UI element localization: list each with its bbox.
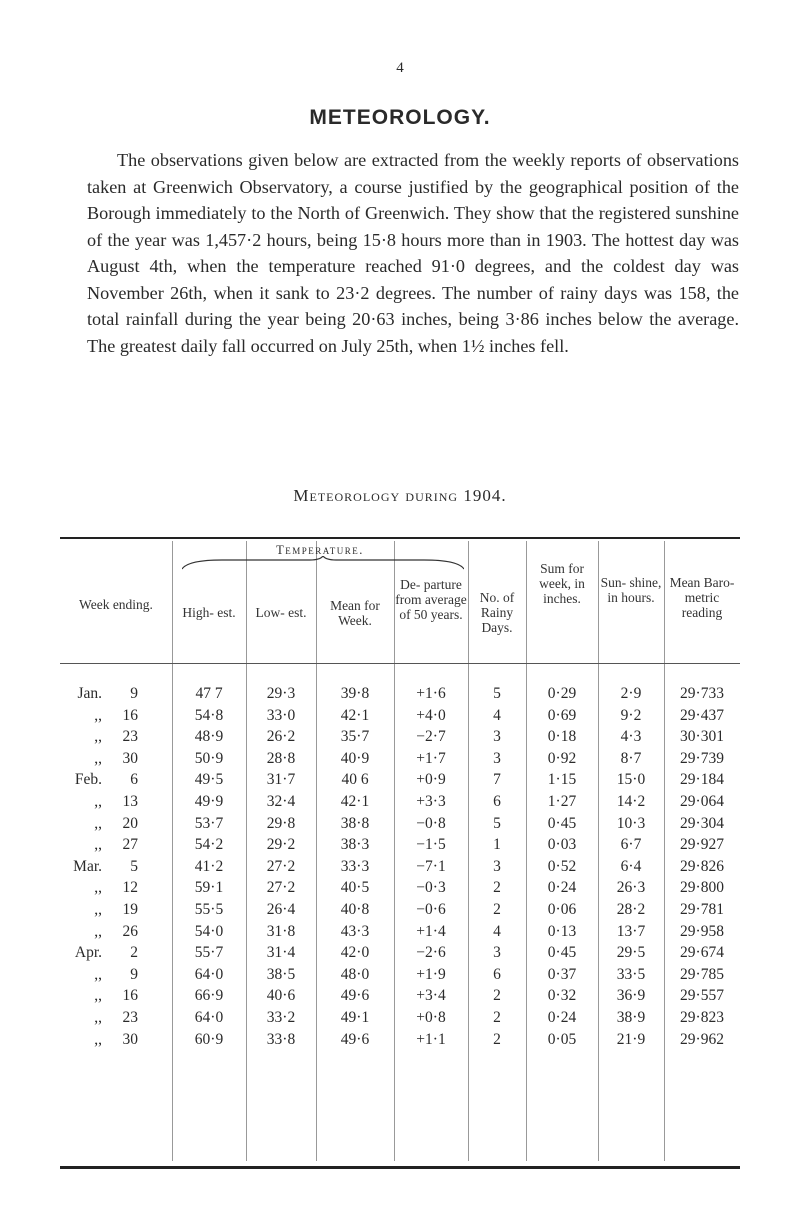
header-mean: Mean for Week. xyxy=(330,598,380,628)
barometric-cell: 29·304 xyxy=(680,814,724,832)
week-ending-cell xyxy=(60,942,172,964)
mean-cell: 49·1 xyxy=(340,1008,370,1026)
rain-sum-cell: 0·37 xyxy=(547,965,577,983)
table-row xyxy=(60,1029,740,1051)
week-ending-cell xyxy=(60,769,172,791)
week-ending-cell xyxy=(60,726,172,748)
lowest-cell: 31·4 xyxy=(266,944,296,962)
week-month: Apr. xyxy=(74,944,102,962)
mean-cell: 49·6 xyxy=(340,1030,370,1048)
week-day: 26 xyxy=(122,922,138,940)
lowest-cell: 26·4 xyxy=(266,900,296,918)
rainy-days-cell: 6 xyxy=(493,792,501,810)
rainy-days-cell: 3 xyxy=(493,857,501,875)
mean-cell: 33·3 xyxy=(340,857,370,875)
highest-cell: 50·9 xyxy=(194,749,224,767)
sunshine-cell: 26·3 xyxy=(616,879,646,897)
header-rain-sum: Sum for week, in inches. xyxy=(539,561,585,606)
barometric-cell: 29·437 xyxy=(680,706,724,724)
departure-cell: +1·7 xyxy=(416,749,446,767)
sunshine-cell: 38·9 xyxy=(616,1008,646,1026)
highest-cell: 54·8 xyxy=(194,706,224,724)
rain-sum-cell: 0·03 xyxy=(547,836,577,854)
highest-cell: 49·9 xyxy=(194,792,224,810)
mean-cell: 38·3 xyxy=(340,836,370,854)
departure-cell: +1·1 xyxy=(416,1030,446,1048)
week-day: 5 xyxy=(130,857,138,875)
departure-cell: −0·3 xyxy=(416,879,446,897)
mean-cell: 42·1 xyxy=(340,792,370,810)
lowest-cell: 29·8 xyxy=(266,814,296,832)
sunshine-cell: 2·9 xyxy=(620,685,642,702)
mean-cell: 40 6 xyxy=(341,771,369,789)
barometric-cell: 29·064 xyxy=(680,792,724,810)
week-month: ,, xyxy=(94,792,102,810)
table-row xyxy=(60,683,740,705)
mean-cell: 35·7 xyxy=(340,728,370,746)
rainy-days-cell: 3 xyxy=(493,944,501,962)
departure-cell: −0·8 xyxy=(416,814,446,832)
table-row xyxy=(60,834,740,856)
departure-cell: +0·9 xyxy=(416,771,446,789)
rainy-days-cell: 7 xyxy=(493,771,501,789)
table-body xyxy=(60,683,740,1050)
rainy-days-cell: 3 xyxy=(493,728,501,746)
rainy-days-cell: 2 xyxy=(493,1030,501,1048)
barometric-cell: 29·674 xyxy=(680,944,724,962)
rain-sum-cell: 0·24 xyxy=(547,879,577,897)
barometric-cell: 30·301 xyxy=(680,728,724,746)
highest-cell: 66·9 xyxy=(194,987,224,1005)
table-row xyxy=(60,921,740,943)
week-day: 27 xyxy=(122,836,138,854)
week-month: ,, xyxy=(94,749,102,767)
header-rule xyxy=(60,663,740,664)
week-month: ,, xyxy=(94,706,102,724)
departure-cell: −1·5 xyxy=(416,836,446,854)
header-lowest: Low- est. xyxy=(255,605,307,620)
barometric-cell: 29·557 xyxy=(680,987,724,1005)
table-row xyxy=(60,813,740,835)
rain-sum-cell: 1·27 xyxy=(547,792,577,810)
week-month: ,, xyxy=(94,987,102,1005)
week-month: Mar. xyxy=(73,857,102,875)
mean-cell: 40·9 xyxy=(340,749,370,767)
barometric-cell: 29·823 xyxy=(680,1008,724,1026)
highest-cell: 55·7 xyxy=(194,944,224,962)
week-month: ,, xyxy=(94,836,102,854)
mean-cell: 39·8 xyxy=(340,685,370,702)
week-day: 20 xyxy=(122,814,138,832)
week-ending-cell xyxy=(60,705,172,727)
lowest-cell: 33·0 xyxy=(266,706,296,724)
week-day: 30 xyxy=(122,1030,138,1048)
rain-sum-cell: 0·69 xyxy=(547,706,577,724)
week-month: ,, xyxy=(94,900,102,918)
sunshine-cell: 10·3 xyxy=(616,814,646,832)
sunshine-cell: 29·5 xyxy=(616,944,646,962)
week-ending-cell xyxy=(60,748,172,770)
rainy-days-cell: 4 xyxy=(493,706,501,724)
week-month: Feb. xyxy=(74,771,102,789)
sunshine-cell: 8·7 xyxy=(620,749,642,767)
table-row xyxy=(60,705,740,727)
barometric-cell: 29·962 xyxy=(680,1030,724,1048)
week-month: ,, xyxy=(94,1030,102,1048)
table-bottom-rule xyxy=(60,1166,740,1169)
lowest-cell: 27·2 xyxy=(266,857,296,875)
table-row xyxy=(60,985,740,1007)
header-highest: High- est. xyxy=(182,605,236,620)
sunshine-cell: 15·0 xyxy=(616,771,646,789)
highest-cell: 54·0 xyxy=(194,922,224,940)
rainy-days-cell: 5 xyxy=(493,814,501,832)
week-day: 9 xyxy=(130,685,138,702)
table-row xyxy=(60,1007,740,1029)
rain-sum-cell: 0·05 xyxy=(547,1030,577,1048)
departure-cell: +0·8 xyxy=(416,1008,446,1026)
rainy-days-cell: 2 xyxy=(493,1008,501,1026)
sunshine-cell: 9·2 xyxy=(620,706,642,724)
lowest-cell: 33·8 xyxy=(266,1030,296,1048)
rain-sum-cell: 0·45 xyxy=(547,944,577,962)
table-row xyxy=(60,791,740,813)
highest-cell: 60·9 xyxy=(194,1030,224,1048)
week-day: 2 xyxy=(130,944,138,962)
rain-sum-cell: 0·18 xyxy=(547,728,577,746)
rain-sum-cell: 0·24 xyxy=(547,1008,577,1026)
table-row xyxy=(60,856,740,878)
mean-cell: 49·6 xyxy=(340,987,370,1005)
rain-sum-cell: 0·92 xyxy=(547,749,577,767)
week-day: 6 xyxy=(130,771,138,789)
lowest-cell: 38·5 xyxy=(266,965,296,983)
highest-cell: 49·5 xyxy=(194,771,224,789)
week-ending-cell xyxy=(60,899,172,921)
lowest-cell: 32·4 xyxy=(266,792,296,810)
table-title: Meteorology during 1904. xyxy=(293,486,507,505)
lowest-cell: 31·7 xyxy=(266,771,296,789)
week-month: ,, xyxy=(94,814,102,832)
lowest-cell: 29·3 xyxy=(266,685,296,702)
sunshine-cell: 6·4 xyxy=(620,857,642,875)
table-row xyxy=(60,899,740,921)
week-ending-cell xyxy=(60,683,172,705)
rain-sum-cell: 0·45 xyxy=(547,814,577,832)
week-ending-cell xyxy=(60,921,172,943)
sunshine-cell: 36·9 xyxy=(616,987,646,1005)
week-day: 23 xyxy=(122,728,138,746)
week-ending-cell xyxy=(60,877,172,899)
mean-cell: 38·8 xyxy=(340,814,370,832)
rain-sum-cell: 1·15 xyxy=(547,771,577,789)
barometric-cell: 29·785 xyxy=(680,965,724,983)
week-ending-cell xyxy=(60,985,172,1007)
table-row xyxy=(60,748,740,770)
week-day: 23 xyxy=(122,1008,138,1026)
week-month: ,, xyxy=(94,965,102,983)
sunshine-cell: 4·3 xyxy=(620,728,642,746)
barometric-cell: 29·826 xyxy=(680,857,724,875)
temperature-brace xyxy=(182,556,464,570)
intro-paragraph: The observations given below are extracted from the weekly reports of observations taken at Greenwich Observatory, a course justified by the geographical position of the Borough immediately to the North of Greenwich. They show that the registered sunshine of the year was 1,457·2 hours, being 15·8 hours more than in 1903. The hottest day was August 4th, when the temperature reached 91·0 degrees, and the coldest day was November 26th, when it sank to 23·2 degrees. The number of rainy days was 158, the total rainfall during the year being 20·63 inches, being 3·86 inches below the average. The greatest daily fall occurred on July 25th, when 1½ inches fell. xyxy=(87,150,739,356)
week-month: Jan. xyxy=(77,685,102,702)
rain-sum-cell: 0·06 xyxy=(547,900,577,918)
table-top-rule xyxy=(60,537,740,539)
sunshine-cell: 21·9 xyxy=(616,1030,646,1048)
week-day: 12 xyxy=(122,879,138,897)
week-ending-cell xyxy=(60,1007,172,1029)
barometric-cell: 29·733 xyxy=(680,685,724,702)
week-month: ,, xyxy=(94,728,102,746)
week-month: ,, xyxy=(94,922,102,940)
data-table xyxy=(60,683,740,1050)
mean-cell: 43·3 xyxy=(340,922,370,940)
week-day: 16 xyxy=(122,706,138,724)
mean-cell: 40·5 xyxy=(340,879,370,897)
meteorology-table xyxy=(60,537,740,1169)
barometric-cell: 29·927 xyxy=(680,836,724,854)
sunshine-cell: 6·7 xyxy=(620,836,642,854)
week-ending-cell xyxy=(60,964,172,986)
rainy-days-cell: 1 xyxy=(493,836,501,854)
barometric-cell: 29·184 xyxy=(680,771,724,789)
mean-cell: 42·1 xyxy=(340,706,370,724)
departure-cell: −2·6 xyxy=(416,944,446,962)
highest-cell: 53·7 xyxy=(194,814,224,832)
barometric-cell: 29·800 xyxy=(680,879,724,897)
table-row xyxy=(60,942,740,964)
rainy-days-cell: 2 xyxy=(493,879,501,897)
lowest-cell: 40·6 xyxy=(266,987,296,1005)
week-ending-cell xyxy=(60,856,172,878)
week-day: 9 xyxy=(130,965,138,983)
barometric-cell: 29·739 xyxy=(680,749,724,767)
sunshine-cell: 14·2 xyxy=(616,792,646,810)
header-sunshine: Sun- shine, in hours. xyxy=(600,575,662,605)
rainy-days-cell: 6 xyxy=(493,965,501,983)
table-row xyxy=(60,769,740,791)
highest-cell: 64·0 xyxy=(194,965,224,983)
rainy-days-cell: 2 xyxy=(493,987,501,1005)
lowest-cell: 28·8 xyxy=(266,749,296,767)
barometric-cell: 29·958 xyxy=(680,922,724,940)
departure-cell: +1·4 xyxy=(416,922,446,940)
week-ending-cell xyxy=(60,813,172,835)
departure-cell: −2·7 xyxy=(416,728,446,746)
week-day: 16 xyxy=(122,987,138,1005)
header-week-ending: Week ending. xyxy=(79,597,153,612)
header-barometric: Mean Baro- metric reading xyxy=(669,575,735,620)
departure-cell: +1·6 xyxy=(416,685,446,702)
rain-sum-cell: 0·29 xyxy=(547,685,577,702)
week-month: ,, xyxy=(94,1008,102,1026)
rainy-days-cell: 4 xyxy=(493,922,501,940)
week-day: 13 xyxy=(122,792,138,810)
departure-cell: +4·0 xyxy=(416,706,446,724)
highest-cell: 48·9 xyxy=(194,728,224,746)
week-month: ,, xyxy=(94,879,102,897)
barometric-cell: 29·781 xyxy=(680,900,724,918)
page-number: 4 xyxy=(396,60,404,76)
rain-sum-cell: 0·13 xyxy=(547,922,577,940)
rainy-days-cell: 3 xyxy=(493,749,501,767)
week-day: 19 xyxy=(122,900,138,918)
lowest-cell: 27·2 xyxy=(266,879,296,897)
departure-cell: +3·4 xyxy=(416,987,446,1005)
header-rainy-days: No. of Rainy Days. xyxy=(479,590,515,635)
table-row xyxy=(60,877,740,899)
highest-cell: 55·5 xyxy=(194,900,224,918)
departure-cell: +3·3 xyxy=(416,792,446,810)
rainy-days-cell: 2 xyxy=(493,900,501,918)
week-ending-cell xyxy=(60,1029,172,1051)
table-row xyxy=(60,726,740,748)
highest-cell: 64·0 xyxy=(194,1008,224,1026)
lowest-cell: 33·2 xyxy=(266,1008,296,1026)
week-day: 30 xyxy=(122,749,138,767)
mean-cell: 42·0 xyxy=(340,944,370,962)
week-ending-cell xyxy=(60,834,172,856)
mean-cell: 40·8 xyxy=(340,900,370,918)
rain-sum-cell: 0·32 xyxy=(547,987,577,1005)
header-departure: De- parture from average of 50 years. xyxy=(395,577,467,622)
rainy-days-cell: 5 xyxy=(493,685,501,702)
sunshine-cell: 28·2 xyxy=(616,900,646,918)
lowest-cell: 26·2 xyxy=(266,728,296,746)
highest-cell: 59·1 xyxy=(194,879,224,897)
highest-cell: 41·2 xyxy=(194,857,224,875)
mean-cell: 48·0 xyxy=(340,965,370,983)
sunshine-cell: 13·7 xyxy=(616,922,646,940)
week-ending-cell xyxy=(60,791,172,813)
highest-cell: 54·2 xyxy=(194,836,224,854)
highest-cell: 47 7 xyxy=(195,685,223,702)
table-row xyxy=(60,964,740,986)
departure-cell: −7·1 xyxy=(416,857,446,875)
departure-cell: +1·9 xyxy=(416,965,446,983)
rain-sum-cell: 0·52 xyxy=(547,857,577,875)
departure-cell: −0·6 xyxy=(416,900,446,918)
lowest-cell: 29·2 xyxy=(266,836,296,854)
temperature-group-header: Temperature. xyxy=(276,543,364,557)
sunshine-cell: 33·5 xyxy=(616,965,646,983)
page-title: METEOROLOGY. xyxy=(309,106,491,129)
lowest-cell: 31·8 xyxy=(266,922,296,940)
